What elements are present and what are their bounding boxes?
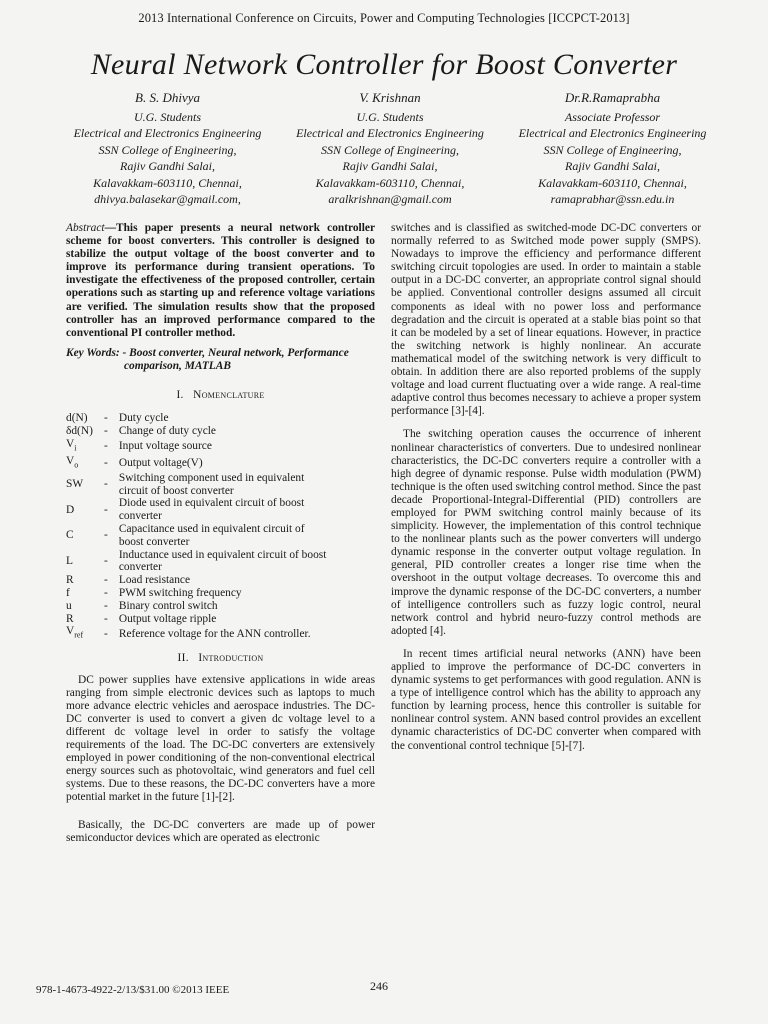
- section-heading-nomenclature: I. Nomenclature: [176, 389, 265, 402]
- nomenclature-row: [66, 523, 375, 549]
- nomenclature-dash: -: [103, 587, 108, 600]
- nomenclature-description: Load resistance: [118, 574, 191, 587]
- page-number: 246: [370, 979, 388, 993]
- abstract-label: Abstract: [66, 222, 105, 234]
- nomenclature-description: Switching component used in equivalent circuit of boost converter: [118, 471, 305, 497]
- nomenclature-dash: -: [103, 555, 108, 568]
- nomenclature-dash: -: [103, 439, 108, 452]
- nomenclature-row: [66, 600, 375, 613]
- nomenclature-symbol: $V_o$: [66, 454, 79, 470]
- author-affiliation-line: Rajiv Gandhi Salai,: [120, 159, 215, 173]
- nomenclature-description: Diode used in equivalent circuit of boost converter: [118, 497, 305, 523]
- author-affiliation-line: Electrical and Electronics Engineering: [73, 126, 262, 140]
- body-paragraph: DC power supplies have extensive applications in wide areas ranging from simple electronic devices such as laptops to much more advance electric vehicles and aerospace industries. The DC-DC converter is used to convert a given dc voltage level to a different dc voltage level in order to satisfy the voltage requirements of the load. The DC-DC converters are extensively employed in power conditioning of the non-conventional electrical energy sources such as photovoltaic, wind generators and fuel cell systems. Due to these reasons, the DC-DC converters have a more potential market in the future [1]-[2].: [66, 673, 375, 804]
- author-affiliation-line: Electrical and Electronics Engineering: [296, 126, 484, 140]
- author-block-2: [285, 90, 495, 208]
- nomenclature-symbol: SW: [66, 478, 84, 491]
- body-paragraph: Basically, the DC-DC converters are made up of power semiconductor devices which are operated as electronic: [66, 818, 375, 844]
- author-name: Dr.R.Ramaprabha: [564, 90, 661, 105]
- nomenclature-dash: -: [103, 424, 108, 437]
- author-affiliation-line: Kalavakkam-603110, Chennai,: [538, 175, 687, 190]
- nomenclature-symbol: L: [66, 555, 73, 568]
- nomenclature-row: [66, 472, 375, 498]
- author-name: B. S. Dhivya: [135, 90, 200, 105]
- author-affiliation-line: Electrical and Electronics Engineering: [518, 126, 707, 140]
- body-paragraph: In recent times artificial neural networks (ANN) have been applied to improve the performance of DC-DC converters in dynamic systems to get performances with good regulation. ANN is a type of intelligence control which has the ability to approach any function by learning process, hence this controller is suitable for nonlinear control system. ANN based control provides an excellent dynamic characteristics of DC-DC converter when compared with the conventional control technique [5]-[7].: [391, 647, 701, 752]
- author-affiliation-line: U.G. Students: [134, 109, 201, 124]
- nomenclature-dash: -: [103, 574, 108, 587]
- nomenclature-description: Binary control switch: [118, 599, 218, 612]
- author-affiliation-line: U.G. Students: [356, 109, 424, 124]
- nomenclature-symbol: u: [66, 599, 72, 612]
- nomenclature-dash: -: [103, 503, 108, 516]
- nomenclature-symbol: C: [66, 529, 74, 542]
- nomenclature-row: [66, 412, 375, 425]
- keywords-line: Key Words: - Boost converter, Neural network, Performance: [66, 346, 349, 359]
- author-affiliation-line: Kalavakkam-603110, Chennai,: [315, 175, 465, 190]
- nomenclature-dash: -: [103, 599, 108, 612]
- nomenclature-table: [66, 412, 375, 642]
- author-affiliation-line: SSN College of Engineering,: [321, 142, 459, 157]
- nomenclature-row: [66, 438, 375, 455]
- author-email: ramaprabhar@ssn.edu.in: [550, 192, 675, 206]
- nomenclature-symbol: D: [66, 503, 75, 516]
- nomenclature-symbol: f: [66, 587, 70, 600]
- nomenclature-description: Inductance used in equivalent circuit of boost converter: [118, 548, 327, 574]
- section-heading-introduction: II. Introduction: [177, 651, 264, 664]
- nomenclature-dash: -: [103, 529, 108, 542]
- keywords-line: comparison, MATLAB: [124, 359, 231, 372]
- author-affiliation-line: Rajiv Gandhi Salai,: [565, 159, 660, 173]
- right-column: [391, 222, 701, 763]
- author-name: V. Krishnan: [359, 90, 421, 105]
- body-paragraph: switches and is classified as switched-mode DC-DC converters or normally referred to as Switched mode power supply (SMPS). Nowadays to improve the efficiency and performance different switching circuit topologies are used. In order to maintain a stable output in a DC-DC converter, an appropriate control signal should be applied. Conventional controller designs assumed all circuit components as ideal with no power loss and performance degradation and the circuit is operated at a stable bias point so that it can be modeled by a set of linear equations. However, in practice the switching network is highly nonlinear. An accurate mathematical model of the switching network is very difficult to obtain. In addition there are also reported problems of the supply voltage and load current fluctuating over a wide range. A real-time adaptive control thus becomes necessary to achieve a proper system performance [3]-[4].: [391, 222, 701, 418]
- body-paragraph: The switching operation causes the occurrence of inherent nonlinear characteristics of converters. Due to undesired nonlinear characteristics, the DC-DC converters require a controller with a high degree of dynamic response. Pulse width modulation (PWM) technique is the often used switching control method. Since the past decade Proportional-Integral-Differential (PID) controllers are employed for PWM switching control mainly because of its simplicity. However, the implementation of this control technique to the nonlinear plants such as the power converters will undergo dynamic response in the converter output voltage regulation. In general, PID controller creates a longer rise time when the overshoot in the output voltage decreases. To overcome this and improve the dynamic response of the DC-DC converters, a number of intelligence controllers such as fuzzy logic control, neural network control and hybrid neuro-fuzzy control methods are adopted [4].: [391, 428, 701, 637]
- nomenclature-dash: -: [103, 478, 108, 491]
- nomenclature-description: Change of duty cycle: [118, 424, 216, 437]
- nomenclature-row: [66, 587, 375, 600]
- nomenclature-symbol: $V_i$: [66, 437, 77, 452]
- nomenclature-symbol: $V_{ref}$: [66, 625, 84, 640]
- nomenclature-row: [66, 455, 375, 472]
- nomenclature-dash: -: [103, 612, 108, 625]
- nomenclature-dash: -: [103, 412, 108, 425]
- nomenclature-row: [66, 613, 375, 626]
- nomenclature-description: Input voltage source: [118, 439, 212, 452]
- author-affiliation-line: Rajiv Gandhi Salai,: [342, 159, 438, 173]
- abstract-text: This paper presents a neural network controller scheme for boost converters. This controller is designed to stabilize the output voltage of the boost converter and to improve its performance during transient operations. To investigate the effectiveness of the proposed controller, certain operations such as starting up and reference voltage variations are verified. The simulation results show that the proposed controller has an improved performance compared to the conventional PI controller method.: [66, 222, 375, 339]
- nomenclature-row: [66, 425, 375, 438]
- author-email: dhivya.balasekar@gmail.com,: [94, 192, 241, 206]
- author-affiliation-line: SSN College of Engineering,: [543, 142, 682, 157]
- paper-title: Neural Network Controller for Boost Converter: [90, 48, 678, 81]
- nomenclature-description: Output voltage ripple: [118, 612, 217, 625]
- author-affiliation-line: Associate Professor: [564, 109, 661, 124]
- left-column: [66, 222, 375, 855]
- nomenclature-symbol: δd(N): [66, 424, 93, 437]
- nomenclature-description: Output voltage(V): [118, 456, 203, 469]
- nomenclature-description: Duty cycle: [118, 412, 169, 425]
- nomenclature-description: PWM switching frequency: [118, 587, 242, 600]
- nomenclature-symbol: R: [66, 612, 74, 625]
- nomenclature-symbol: R: [66, 574, 74, 587]
- nomenclature-row: [66, 497, 375, 523]
- author-email: aralkrishnan@gmail.com: [328, 192, 452, 206]
- nomenclature-dash: -: [103, 627, 108, 640]
- keywords: [66, 347, 375, 373]
- author-block-3: [505, 90, 720, 208]
- nomenclature-symbol: d(N): [66, 412, 88, 425]
- author-block-1: [60, 90, 275, 208]
- nomenclature-row: [66, 574, 375, 587]
- abstract: Abstract—This paper presents a neural network controller scheme for boost converters. This controller is designed to stabilize the output voltage of the boost converter and to improve its performance during transient operations. To investigate the effectiveness of the proposed controller, certain operations such as starting up and reference voltage variations are verified. The simulation results show that the proposed controller has an improved performance compared to the conventional PI controller method.: [66, 222, 375, 339]
- nomenclature-row: [66, 549, 375, 575]
- nomenclature-dash: -: [103, 456, 108, 469]
- conference-header: 2013 International Conference on Circuits, Power and Computing Technologies [ICCPCT-2013]: [138, 11, 630, 25]
- copyright-footer: 978-1-4673-4922-2/13/$31.00 ©2013 IEEE: [36, 984, 230, 996]
- author-affiliation-line: Kalavakkam-603110, Chennai,: [93, 175, 242, 190]
- author-affiliation-line: SSN College of Engineering,: [98, 142, 237, 157]
- nomenclature-description: Reference voltage for the ANN controller.: [118, 627, 311, 640]
- nomenclature-row: [66, 625, 375, 642]
- nomenclature-description: Capacitance used in equivalent circuit of boost converter: [118, 523, 305, 548]
